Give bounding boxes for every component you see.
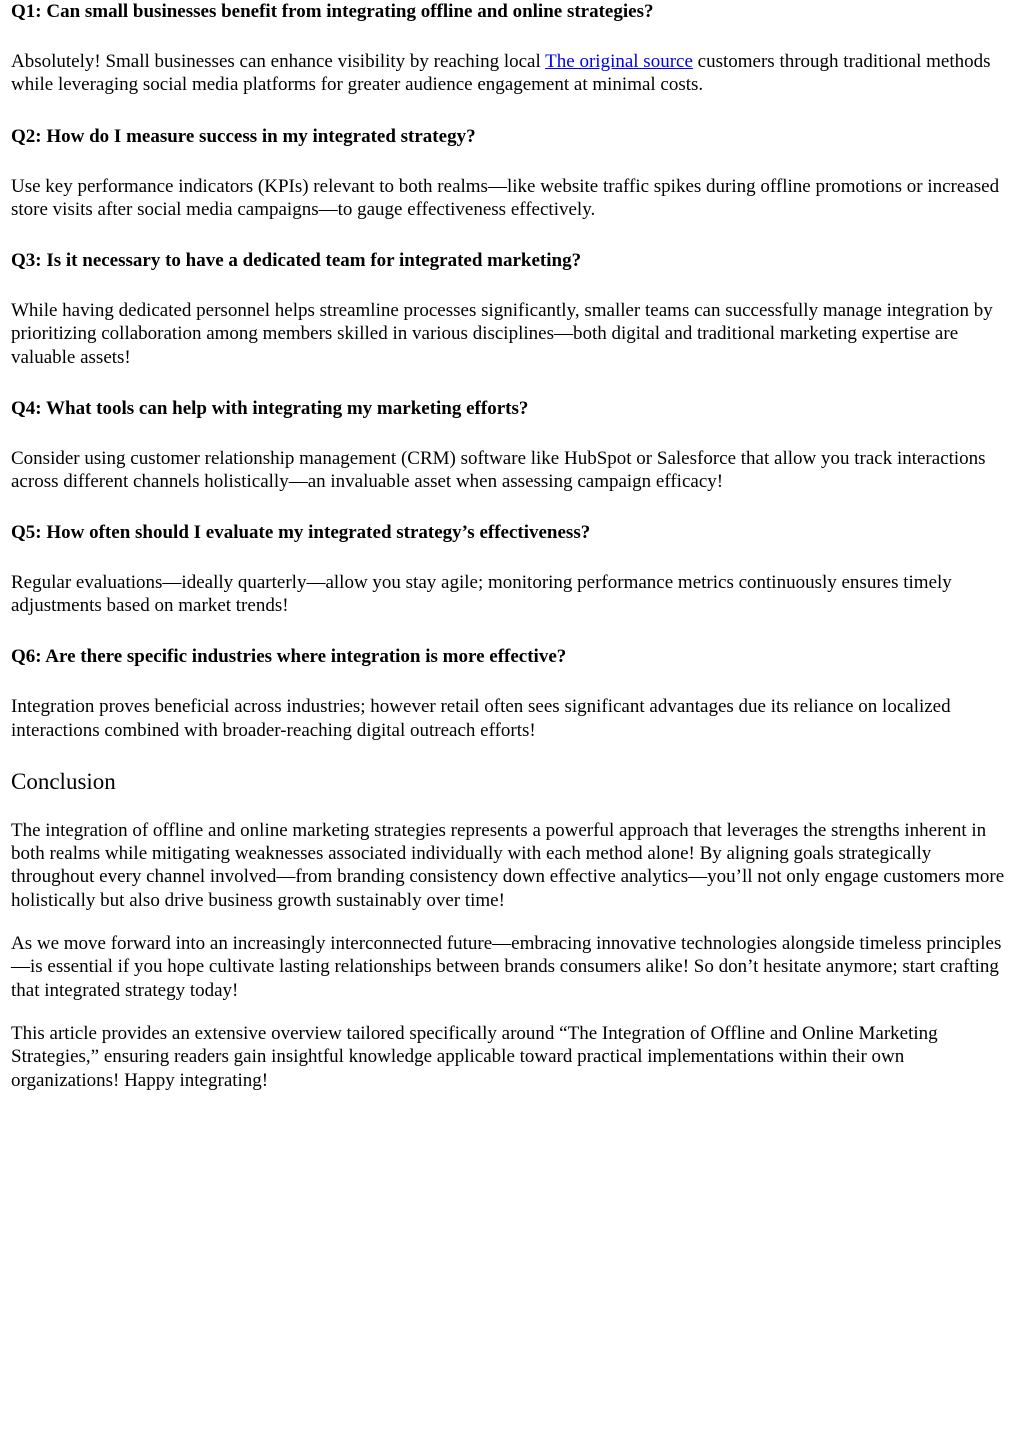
faq-answer-1-text-start: Absolutely! Small businesses can enhance visibility by reaching local bbox=[11, 51, 546, 72]
conclusion-paragraph-1: The integration of offline and online marketing strategies represents a powerful approach that leverages the strengths inherent in both realms while mitigating weaknesses associated individually with each method alone! By aligning goals strategically throughout every channel involved—from branding consistency down effective analytics—you’ll not only engage customers more holistically but also drive business growth sustainably over time! bbox=[11, 819, 1005, 911]
conclusion-paragraph-3: This article provides an extensive overview tailored specifically around “The Integration of Offline and Online Marketing Strategies,” ensuring readers gain insightful knowledge applicable toward practical implementations within their own organizations! Happy integrating! bbox=[11, 1022, 938, 1091]
conclusion-heading: Conclusion bbox=[11, 768, 116, 794]
faq-answer-4: Consider using customer relationship management (CRM) software like HubSpot or Salesforce that allow you track interactions across different channels holistically—an invaluable asset when assessing campaign efficacy! bbox=[11, 448, 986, 493]
faq-question-1: Q1: Can small businesses benefit from integrating offline and online strategies? bbox=[11, 1, 654, 22]
faq-answer-1-text-end: customers through traditional methods while leveraging social media platforms for greater audience engagement at minimal costs. bbox=[11, 51, 991, 96]
faq-answer-6: Integration proves beneficial across industries; however retail often sees significant advantages due its reliance on localized interactions combined with broader-reaching digital outreach efforts! bbox=[11, 696, 951, 741]
faq-question-2: Q2: How do I measure success in my integrated strategy? bbox=[11, 125, 476, 147]
faq-answer-1 bbox=[11, 50, 1014, 97]
conclusion-paragraph-2: As we move forward into an increasingly interconnected future—embracing innovative technologies alongside timeless principles—is essential if you hope cultivate lasting relationships between brands consumers alike! So don’t hesitate anymore; start crafting that integrated strategy today! bbox=[11, 933, 1002, 1001]
conclusion-section bbox=[11, 768, 1014, 1092]
faq-question-5: Q5: How often should I evaluate my integrated strategy’s effectiveness? bbox=[11, 521, 591, 543]
faq-answer-5: Regular evaluations—ideally quarterly—allow you stay agile; monitoring performance metrics continuously ensures timely adjustments based on market trends! bbox=[11, 571, 952, 616]
faq-question-4: Q4: What tools can help with integrating my marketing efforts? bbox=[11, 398, 529, 420]
faq-question-6: Q6: Are there specific industries where integration is more effective? bbox=[11, 646, 567, 668]
faq-section bbox=[11, 0, 1014, 742]
original-source-link[interactable]: The original source bbox=[545, 51, 693, 72]
faq-question-3: Q3: Is it necessary to have a dedicated team for integrated marketing? bbox=[11, 250, 582, 272]
faq-answer-2: Use key performance indicators (KPIs) relevant to both realms—like website traffic spikes during offline promotions or increased store visits after social media campaigns—to gauge effectiveness effectively. bbox=[11, 175, 1000, 220]
faq-answer-3: While having dedicated personnel helps streamline processes significantly, smaller teams can successfully manage integration by prioritizing collaboration among members skilled in various disciplines—both digital and traditional marketing expertise are valuable assets! bbox=[11, 300, 993, 368]
